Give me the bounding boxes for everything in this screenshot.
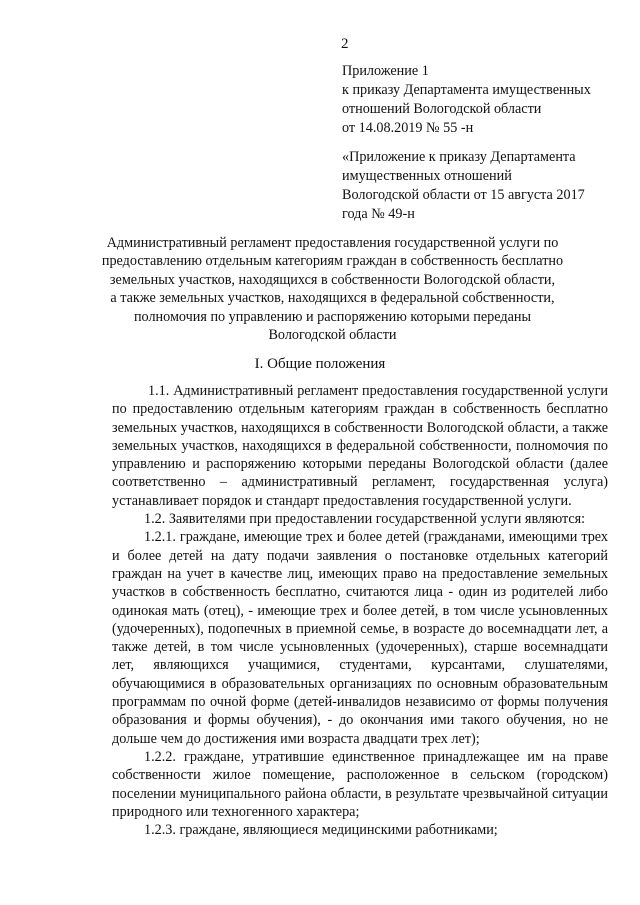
appendix-line: от 14.08.2019 № 55 -н xyxy=(342,120,474,136)
appendix-quote-header xyxy=(342,148,632,224)
paragraph-1-2-2: 1.2.2. граждане, утратившие единственное принадлежащее им на праве собственности жилое помещение, расположенное в сельском (городском) поселении муниципального района области, в результате чрезвычайной ситуации природного или техногенного характера; xyxy=(112,748,608,820)
appendix-quote-line: имущественных отношений xyxy=(342,168,512,184)
appendix-line: Приложение 1 xyxy=(342,63,429,79)
title-line: а также земельных участков, находящихся в федеральной собственности, xyxy=(110,290,555,307)
paragraph-1-1: 1.1. Административный регламент предоставления государственной услуги по предоставлению отдельным категориям граждан в собственность бесплатно земельных участков, находящихся в собственности Вологодской области, а также земельных участков, находящихся в федеральной собственности, полномочия по управлению и распоряжению которыми переданы Вологодской области (далее соответственно – административный регламент, государственная услуга) устанавливает порядок и стандарт предоставления государственной услуги. xyxy=(112,383,608,509)
paragraph-1-2-3: 1.2.3. граждане, являющиеся медицинскими работниками; xyxy=(144,822,498,839)
appendix-line: к приказу Департамента имущественных xyxy=(342,82,591,98)
title-line: полномочия по управлению и распоряжению которыми переданы xyxy=(133,308,532,325)
title-line: Административный регламент предоставления государственной услуги по xyxy=(106,235,559,251)
appendix-header xyxy=(342,62,632,138)
appendix-quote-line: Вологодской области от 15 августа 2017 xyxy=(342,187,585,203)
title-line: предоставлению отдельным категориям граждан в собственность бесплатно xyxy=(101,253,564,270)
page-number: 2 xyxy=(341,36,349,52)
paragraph-1-2-1: 1.2.1. граждане, имеющие трех и более детей (гражданами, имеющими трех и более детей на дату подачи заявления о постановке отдельных категорий граждан на учет в качестве лиц, имеющих право на предоставление земельных участков в собственность бесплатно, считаются лица - один из родителей либо одинокая мать (отец), - имеющие трех и более детей, в том числе усыновленных (удочеренных), подопечных в приемной семье, в возрасте до восемнадцати лет, а также детей, в том числе усыновленных (удочеренных), старше восемнадцати лет, являющихся учащимися, студентами, курсантами, слушателями, обучающимися в образовательных организациях по основным образовательным программам по очной форме (детей-инвалидов независимо от формы получения образования и формы обучения), - до окончания ими такого обучения, но не дольше чем до достижения ими возраста двадцати трех лет); xyxy=(112,529,608,747)
title-line: Вологодской области xyxy=(268,327,397,344)
document-title xyxy=(60,234,605,344)
appendix-quote-line: «Приложение к приказу Департамента xyxy=(342,149,576,165)
document-body xyxy=(112,382,608,839)
title-line: земельных участков, находящихся в собственности Вологодской области, xyxy=(109,271,556,288)
appendix-line: отношений Вологодской области xyxy=(342,101,542,117)
section-heading: I. Общие положения xyxy=(254,356,386,372)
appendix-quote-line: года № 49-н xyxy=(342,206,415,222)
paragraph-1-2: 1.2. Заявителями при предоставлении государственной услуги являются: xyxy=(144,511,586,528)
